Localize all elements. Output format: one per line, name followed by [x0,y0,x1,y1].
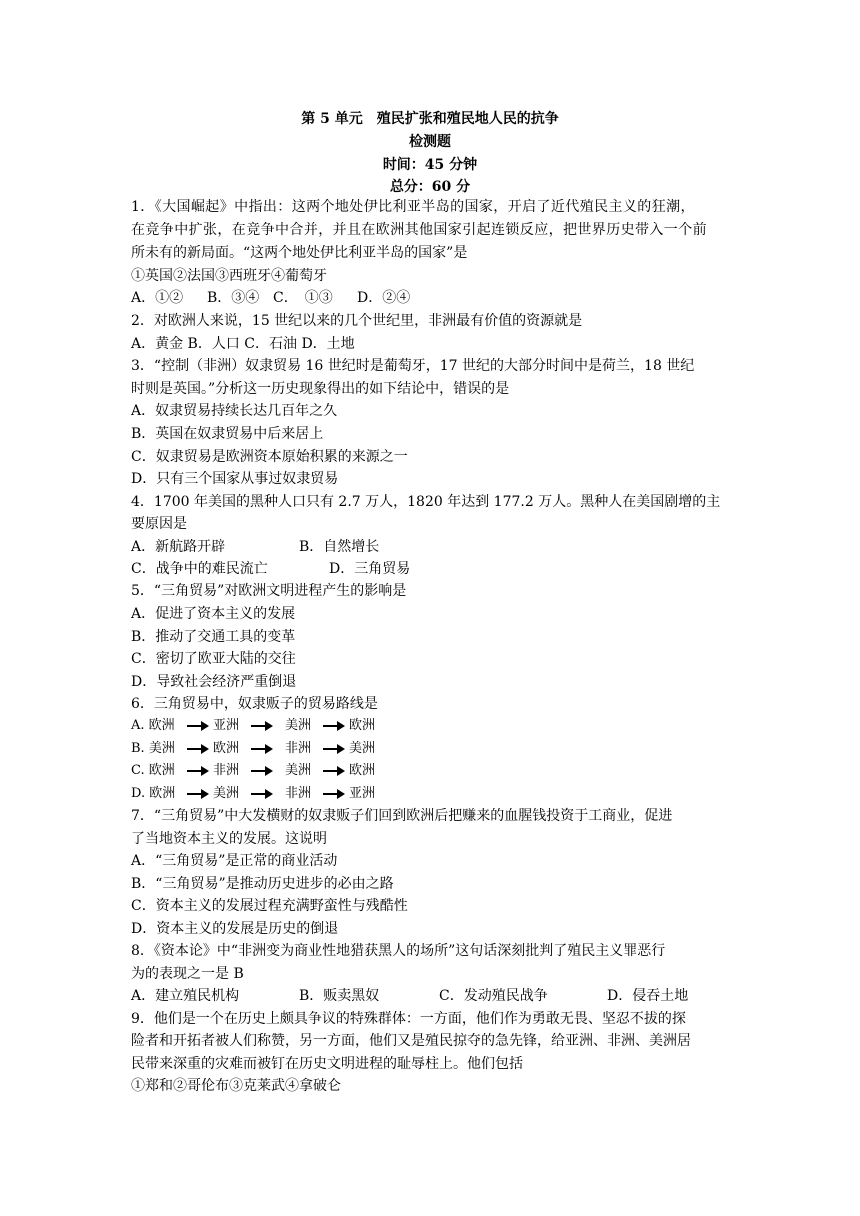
q1-option-a: A．①② [131,290,184,306]
q3-option-b: B．英国在奴隶贸易中后来居上 [131,426,324,442]
q1-option-b: B．③④ [207,290,260,306]
q7-option-b: B．“三角贸易”是推动历史进步的必由之路 [131,876,394,892]
q3-line-2: 时则是英国。”分析这一历史现象得出的如下结论中，错误的是 [131,381,510,397]
arrow-right-icon [323,744,345,754]
route-stop: D. 欧洲 [131,786,176,801]
q8-options [131,987,688,1005]
route-stop: 非洲 [213,763,240,778]
q4-option-b: B．自然增长 [299,539,380,555]
q6-route-a [131,717,375,735]
q1-line-3: 所未有的新局面。“这两个地处伊比利亚半岛的国家”是 [131,245,468,261]
q1-options [131,289,410,307]
q3-option-d: D．只有三个国家从事过奴隶贸易 [131,471,339,487]
route-stop: 亚洲 [213,718,240,733]
route-stop: C. 欧洲 [131,763,175,778]
exam-score: 总分：60 分 [389,179,471,195]
q8-option-b: B．贩卖黑奴 [299,988,380,1004]
q1-line-1: 1．《大国崛起》中指出：这两个地处伊比利亚半岛的国家，开启了近代殖民主义的狂潮， [131,199,695,215]
q3-option-a: A．奴隶贸易持续长达几百年之久 [131,403,338,419]
q9-line-3: 民带来深重的灾难而被钉在历史文明进程的耻辱柱上。他们包括 [131,1056,523,1072]
route-stop: 美洲 [285,763,312,778]
arrow-right-icon [323,766,345,776]
q5-option-a: A．促进了资本主义的发展 [131,606,296,622]
q4-options-row-2 [131,560,410,578]
q6-route-c [131,762,375,780]
q7-option-d: D．资本主义的发展是历史的倒退 [131,921,339,937]
q6-route-d [131,785,375,803]
arrow-right-icon [251,766,273,776]
q8-line-2: 为的表现之一是 B [131,966,244,982]
q8-line-1: 8．《资本论》中“非洲变为商业性地猎获黑人的场所”这句话深刻批判了殖民主义罪恶行 [131,943,666,959]
q4-line-1: 4．1700 年美国的黑种人口只有 2.7 万人，1820 年达到 177.2 万人。黑种人在美国剧增的主 [131,494,721,510]
q8-option-c: C．发动殖民战争 [439,988,548,1004]
route-stop: 欧洲 [213,741,240,756]
q7-line-2: 了当地资本主义的发展。这说明 [131,831,327,847]
q4-option-a: A．新航路开辟 [131,539,226,555]
q8-option-d: D．侵吞土地 [607,988,689,1004]
q4-line-2: 要原因是 [131,516,187,532]
q9-line-4: ①郑和②哥伦布③克莱武④拿破仑 [131,1078,341,1094]
q8-option-a: A．建立殖民机构 [131,988,240,1004]
route-stop: 美洲 [349,741,376,756]
route-stop: B. 美洲 [131,741,175,756]
exam-subtitle: 检测题 [409,134,451,150]
q5-option-d: D．导致社会经济严重倒退 [131,674,297,690]
route-stop: 非洲 [285,741,312,756]
q1-line-2: 在竞争中扩张，在竞争中合并，并且在欧洲其他国家引起连锁反应，把世界历史带入一个前 [131,222,707,238]
q4-option-d: D．三角贸易 [329,561,411,577]
arrow-right-icon [323,789,345,799]
q7-line-1: 7．“三角贸易”中大发横财的奴隶贩子们回到欧洲后把赚来的血腥钱投资于工商业，促进 [131,808,673,824]
q5-option-b: B．推动了交通工具的变革 [131,629,296,645]
arrow-right-icon [187,721,209,731]
q1-line-4: ①英国②法国③西班牙④葡萄牙 [131,268,327,284]
q5-line-1: 5．“三角贸易”对欧洲文明进程产生的影响是 [131,583,407,599]
route-stop: 欧洲 [349,763,376,778]
q9-line-2: 险者和开拓者被人们称赞，另一方面，他们又是殖民掠夺的急先锋，给亚洲、非洲、美洲居 [131,1033,691,1049]
q1-option-d: D．②④ [357,290,411,306]
q4-options-row-1 [131,538,379,556]
route-stop: 美洲 [285,718,312,733]
q1-option-c: C． ①③ [273,290,333,306]
arrow-right-icon [187,766,209,776]
arrow-right-icon [251,789,273,799]
arrow-right-icon [323,721,345,731]
q2-options: A．黄金 B．人口 C．石油 D．土地 [131,336,355,352]
q6-line-1: 6．三角贸易中，奴隶贩子的贸易路线是 [131,696,378,712]
q9-line-1: 9．他们是一个在历史上颇具争议的特殊群体：一方面，他们作为勇敢无畏、坚忍不拔的探 [131,1011,686,1027]
route-stop: 非洲 [285,786,312,801]
q6-route-b [131,740,375,758]
q3-option-c: C．奴隶贸易是欧洲资本原始积累的来源之一 [131,449,408,465]
route-stop: 美洲 [213,786,240,801]
arrow-right-icon [251,721,273,731]
q7-option-c: C．资本主义的发展过程充满野蛮性与残酷性 [131,898,408,914]
arrow-right-icon [187,789,209,799]
arrow-right-icon [251,744,273,754]
q7-option-a: A．“三角贸易”是正常的商业活动 [131,853,338,869]
route-stop: 亚洲 [349,786,376,801]
q5-option-c: C．密切了欧亚大陆的交往 [131,651,296,667]
route-stop: A. 欧洲 [131,718,175,733]
arrow-right-icon [187,744,209,754]
q4-option-c: C．战争中的难民流亡 [131,561,268,577]
q3-line-1: 3．“控制（非洲）奴隶贸易 16 世纪时是葡萄牙，17 世纪的大部分时间中是荷兰，18 世纪 [131,358,695,374]
exam-time: 时间：45 分钟 [382,157,478,173]
unit-title: 第 5 单元 殖民扩张和殖民地人民的抗争 [301,111,559,127]
q2-line-1: 2．对欧洲人来说，15 世纪以来的几个世纪里，非洲最有价值的资源就是 [131,313,583,329]
route-stop: 欧洲 [349,718,376,733]
